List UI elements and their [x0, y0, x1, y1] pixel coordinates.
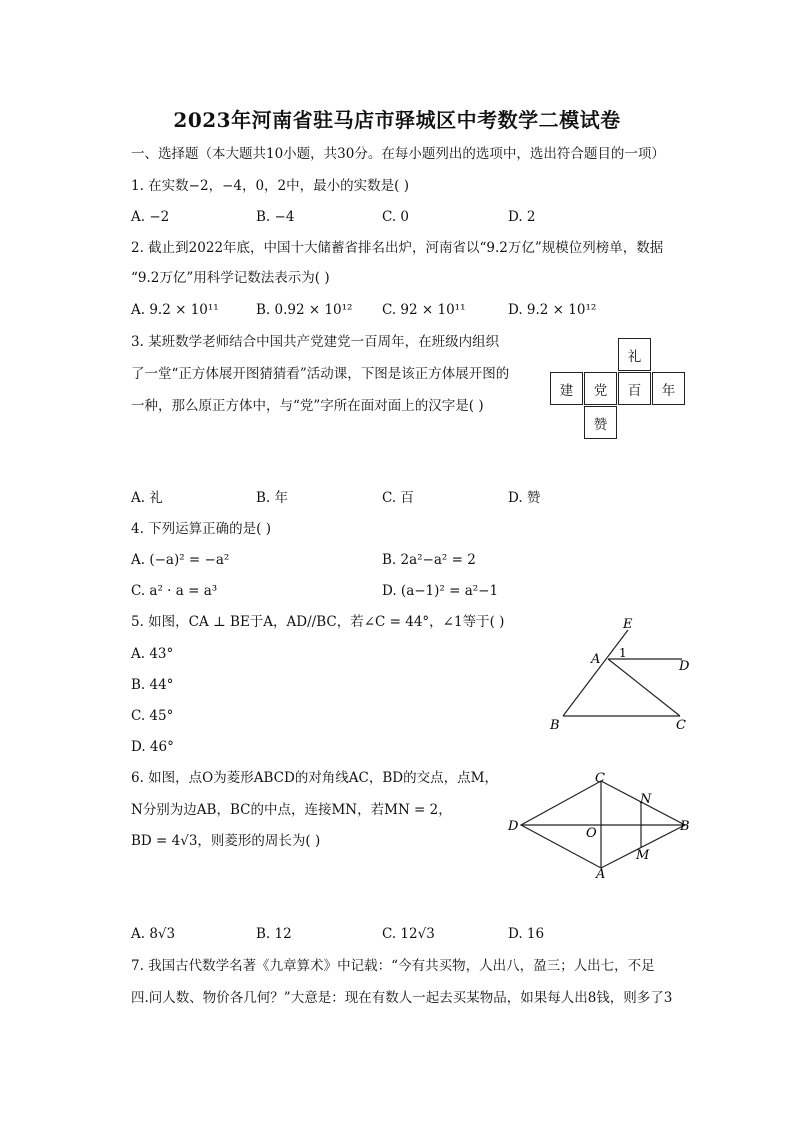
- q4-option-b: B. 2a²−a² = 2: [382, 552, 476, 568]
- q3-option-c: C. 百: [382, 490, 414, 506]
- question-7-text-line1: 7. 我国古代数学名著《九章算术》中记载：“今有共买物，人出八，盈三；人出七，不足: [131, 958, 655, 974]
- question-6-text-line1: 6. 如图，点O为菱形ABCD的对角线AC，BD的交点，点M，: [131, 770, 498, 786]
- label-angle-1: 1: [619, 646, 627, 660]
- q1-option-c: C. 0: [382, 209, 410, 225]
- q6-option-c: C. 12√3: [382, 926, 435, 942]
- label-b: B: [680, 819, 690, 834]
- q3-option-b: B. 年: [256, 490, 289, 506]
- label-o: O: [586, 826, 597, 841]
- net-cell-li: 礼: [618, 338, 651, 371]
- section-heading: 一、选择题（本大题共10小题，共30分。在每小题列出的选项中，选出符合题目的一项）: [131, 146, 665, 162]
- question-6-text-line2: N分别为边AB，BC的中点，连接MN，若MN = 2，: [131, 802, 452, 818]
- question-7-text-line2: 四.问人数、物价各几何？”大意是：现在有数人一起去买某物品，如果每人出8钱，则多了3: [131, 990, 673, 1006]
- question-4-text: 4. 下列运算正确的是( ): [131, 521, 271, 537]
- q2-option-a: A. 9.2 × 10¹¹: [131, 302, 219, 318]
- q4-option-d: D. (a−1)² = a²−1: [382, 583, 499, 599]
- q2-option-d: D. 9.2 × 10¹²: [508, 302, 597, 318]
- label-a: A: [596, 867, 606, 882]
- label-m: M: [636, 848, 650, 863]
- q5-option-b: B. 44°: [131, 677, 174, 693]
- label-d: D: [508, 819, 519, 834]
- net-cell-bai: 百: [618, 372, 651, 405]
- label-b: B: [550, 718, 560, 733]
- q5-option-c: C. 45°: [131, 708, 174, 724]
- net-cell-dang: 党: [584, 372, 617, 405]
- net-cell-zan: 赞: [584, 406, 617, 439]
- q1-option-a: A. −2: [131, 209, 170, 225]
- net-cell-nian: 年: [652, 372, 685, 405]
- question-2-text-line1: 2. 截止到2022年底，中国十大储蓄省排名出炉，河南省以“9.2万亿”规模位列榜单，数据: [131, 240, 664, 256]
- label-c: C: [595, 771, 605, 786]
- label-c: C: [676, 718, 686, 733]
- question-1-text: 1. 在实数−2，−4，0，2中，最小的实数是( ): [131, 178, 409, 194]
- question-3-text-line2: 了一堂“正方体展开图猜猜看”活动课，下图是该正方体展开图的: [131, 366, 510, 382]
- label-a: A: [591, 652, 601, 667]
- q6-option-d: D. 16: [508, 926, 545, 942]
- question-3-text-line1: 3. 某班数学老师结合中国共产党建党一百周年，在班级内组织: [131, 334, 500, 350]
- question-3-text-line3: 一种，那么原正方体中，与“党”字所在面对面上的汉字是( ): [131, 398, 484, 414]
- q1-option-b: B. −4: [256, 209, 295, 225]
- q3-option-d: D. 赞: [508, 490, 541, 506]
- q5-option-d: D. 46°: [131, 739, 174, 755]
- q4-option-c: C. a² · a = a³: [131, 583, 218, 599]
- q2-option-b: B. 0.92 × 10¹²: [256, 302, 353, 318]
- q4-option-a: A. (−a)² = −a²: [131, 552, 230, 568]
- label-d: D: [679, 659, 690, 674]
- q1-option-d: D. 2: [508, 209, 536, 225]
- label-n: N: [640, 792, 652, 807]
- question-5-text: 5. 如图，CA ⊥ BE于A，AD//BC，若∠C = 44°，∠1等于( ): [131, 614, 505, 630]
- question-6-text-line3: BD = 4√3，则菱形的周长为( ): [131, 833, 321, 849]
- line-a-c: [608, 659, 680, 716]
- question-2-text-line2: “9.2万亿”用科学记数法表示为( ): [131, 270, 330, 286]
- q6-option-a: A. 8√3: [131, 926, 176, 942]
- triangle-figure: [540, 612, 710, 737]
- net-cell-jian: 建: [550, 372, 583, 405]
- q2-option-c: C. 92 × 10¹¹: [382, 302, 466, 318]
- q6-option-b: B. 12: [256, 926, 292, 942]
- rhombus-figure: [503, 768, 703, 883]
- page-title: 2023年河南省驻马店市驿城区中考数学二模试卷: [173, 108, 621, 132]
- line-e-b: [563, 630, 628, 716]
- label-e: E: [623, 617, 633, 632]
- q3-option-a: A. 礼: [131, 490, 163, 506]
- q5-option-a: A. 43°: [131, 646, 174, 662]
